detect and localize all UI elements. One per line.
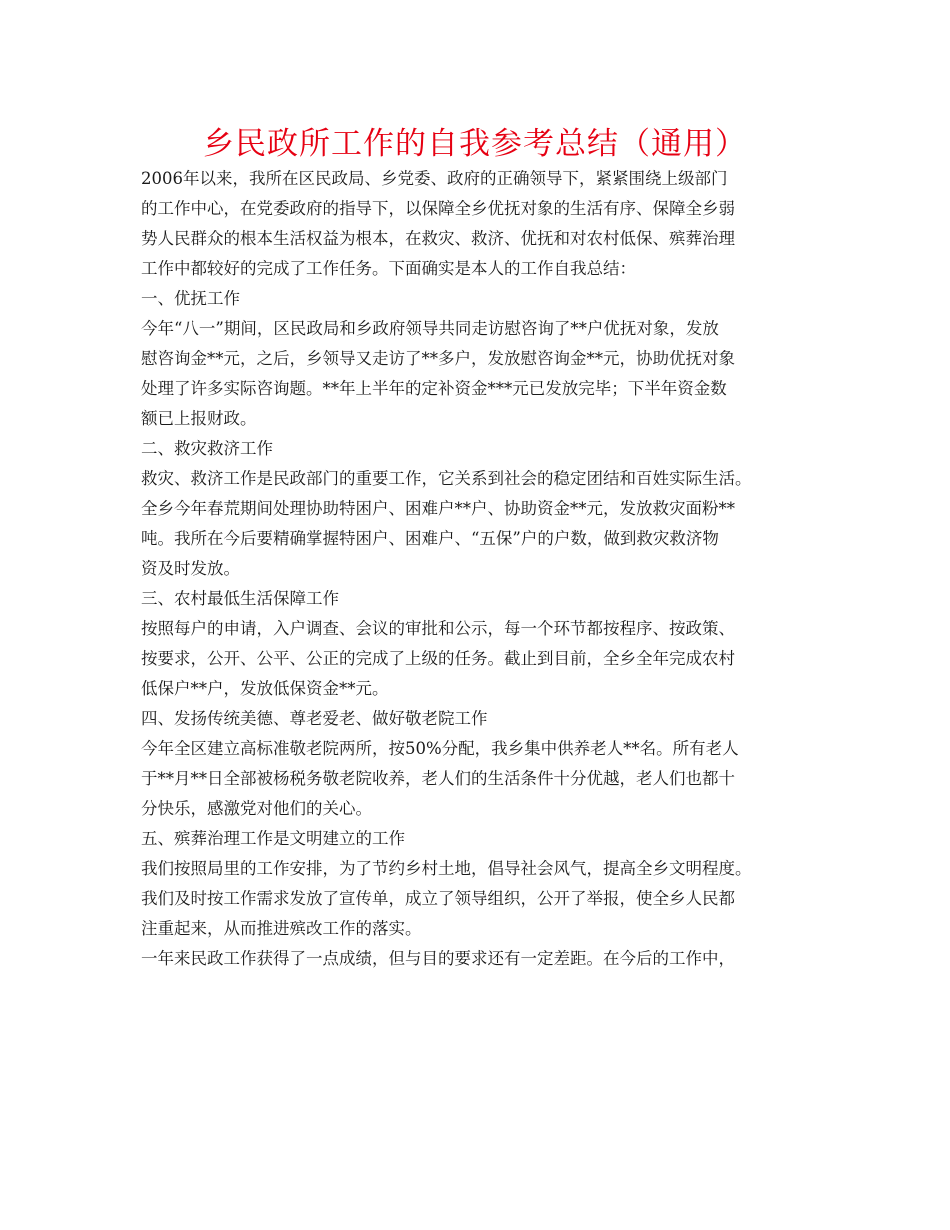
body-line: 工作中都较好的完成了工作任务。下面确实是本人的工作自我总结： bbox=[141, 259, 636, 278]
body-line: 额已上报财政。 bbox=[141, 409, 257, 428]
body-line: 按照每户的申请，入户调查、会议的审批和公示，每一个环节都按程序、按政策、 bbox=[141, 619, 735, 638]
body-line: 2006年以来，我所在区民政局、乡党委、政府的正确领导下，紧紧围绕上级部门 bbox=[141, 169, 728, 188]
body-line: 救灾、救济工作是民政部门的重要工作，它关系到社会的稳定团结和百姓实际生活。 bbox=[141, 469, 752, 488]
document-body bbox=[141, 164, 831, 974]
body-line: 今年“八一”期间，区民政局和乡政府领导共同走访慰咨询了**户优抚对象，发放 bbox=[141, 319, 719, 338]
body-line: 的工作中心，在党委政府的指导下，以保障全乡优抚对象的生活有序、保障全乡弱 bbox=[141, 199, 735, 218]
body-line: 三、农村最低生活保障工作 bbox=[141, 589, 339, 608]
body-line: 二、救灾救济工作 bbox=[141, 439, 273, 458]
body-line: 处理了许多实际咨询题。**年上半年的定补资金***元已发放完毕；下半年资金数 bbox=[141, 379, 727, 398]
body-line: 分快乐，感激党对他们的关心。 bbox=[141, 799, 372, 818]
body-line: 慰咨询金**元，之后，乡领导又走访了**多户，发放慰咨询金**元，协助优抚对象 bbox=[141, 349, 735, 368]
body-line: 我们及时按工作需求发放了宣传单，成立了领导组织，公开了举报，使全乡人民都 bbox=[141, 889, 735, 908]
document-title: 乡民政所工作的自我参考总结（通用） bbox=[203, 126, 747, 162]
body-line: 资及时发放。 bbox=[141, 559, 240, 578]
body-line: 势人民群众的根本生活权益为根本，在救灾、救济、优抚和对农村低保、殡葬治理 bbox=[141, 229, 735, 248]
body-line: 吨。我所在今后要精确掌握特困户、困难户、“五保”户的户数，做到救灾救济物 bbox=[141, 529, 719, 548]
body-line: 全乡今年春荒期间处理协助特困户、困难户**户、协助资金**元，发放救灾面粉** bbox=[141, 499, 735, 518]
body-line: 四、发扬传统美德、尊老爱老、做好敬老院工作 bbox=[141, 709, 488, 728]
body-line: 低保户**户，发放低保资金**元。 bbox=[141, 679, 389, 698]
body-line: 按要求，公开、公平、公正的完成了上级的任务。截止到目前，全乡全年完成农村 bbox=[141, 649, 735, 668]
body-line: 我们按照局里的工作安排，为了节约乡村土地，倡导社会风气，提高全乡文明程度。 bbox=[141, 859, 752, 878]
body-line: 今年全区建立高标准敬老院两所，按50%分配，我乡集中供养老人**名。所有老人 bbox=[141, 739, 739, 758]
body-line: 五、殡葬治理工作是文明建立的工作 bbox=[141, 829, 405, 848]
body-line: 注重起来，从而推进殡改工作的落实。 bbox=[141, 919, 422, 938]
body-line: 一年来民政工作获得了一点成绩，但与目的要求还有一定差距。在今后的工作中， bbox=[141, 949, 735, 968]
body-line: 于**月**日全部被杨税务敬老院收养，老人们的生活条件十分优越，老人们也都十 bbox=[141, 769, 735, 788]
body-line: 一、优抚工作 bbox=[141, 289, 240, 308]
